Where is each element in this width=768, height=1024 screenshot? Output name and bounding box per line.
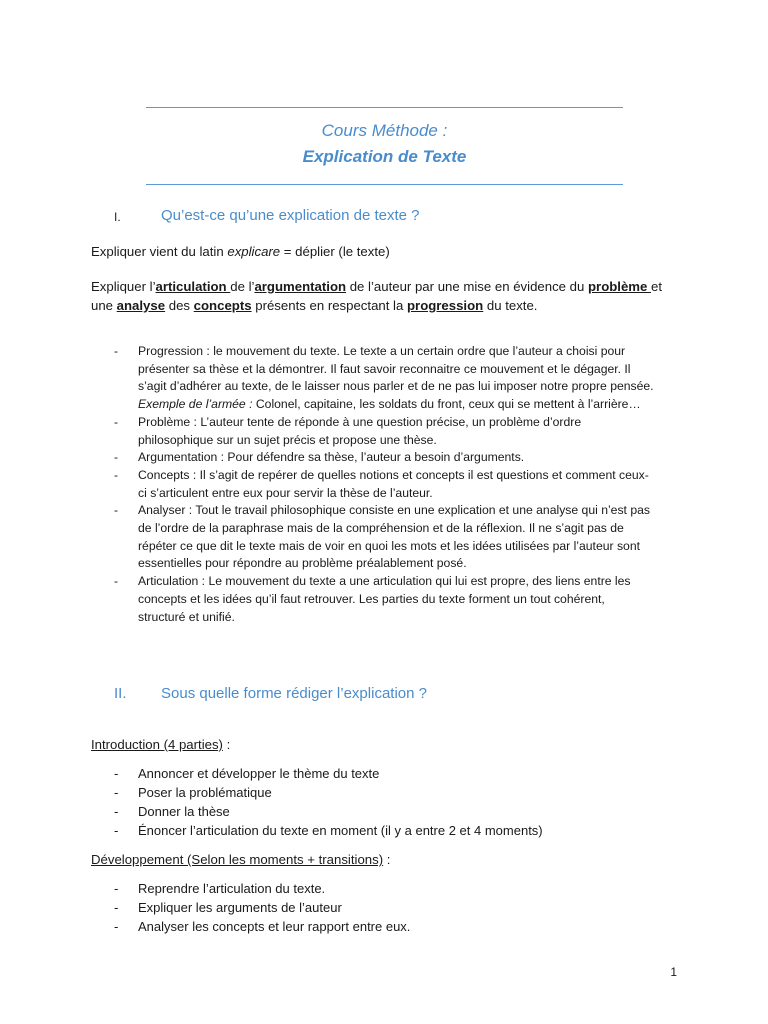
list-item-progression [114,343,654,414]
progression-example: Colonel, capitaine, les soldats du front, ceux qui se mettent à l’arrière… [252,397,641,412]
intro-item: - Annoncer et développer le thème du texte [114,764,674,783]
paragraph-etymology [91,242,691,261]
title-line-2: Explication de Texte [302,147,467,166]
developpement-list [114,879,674,936]
dev-item: - Analyser les concepts et leur rapport entre eux. [114,917,674,936]
developpement-colon: : [383,852,391,867]
progression-text: Progression : le mouvement du texte. Le texte a un certain ordre que l’auteur a choisi pour présenter sa thèse et la démontrer. Il faut savoir reconnaitre ce mouvement et le dégager. Il s’agit d’adhérer au texte, de le laisser nous parler et de ne pas lui imposer notre propre pensée. [138,344,654,394]
title-line-1: Cours Méthode : [321,121,448,140]
introduction-list [114,764,674,840]
introduction-label-text: Introduction (4 parties) [91,737,223,752]
paragraph-definition [91,277,671,315]
section-2-number: II. [114,685,127,702]
intro-item: - Donner la thèse [114,802,674,821]
page-number: 1 [670,965,677,979]
def-text: de l’auteur par une mise en évidence du [346,279,588,294]
etymology-latin: explicare [227,244,281,259]
keyword-progression: progression [407,298,484,313]
developpement-label-text: Développement (Selon les moments + transitions) [91,852,384,867]
section-1-number: I. [114,210,121,224]
etymology-text-1: Expliquer vient du latin [91,244,228,259]
keyword-articulation: articulation [155,279,231,294]
list-item-concepts: - Concepts : Il s’agit de repérer de quelles notions et concepts il est questions et comment ceux-ci s’articulent entre eux pour servir la thèse de l’auteur. [114,467,654,502]
keyword-analyse: analyse [116,298,166,313]
def-text: et une [91,279,663,313]
list-item-probleme: - Problème : L’auteur tente de réponde à une question précise, un problème d’ordre philosophique sur un sujet précis et propose une thèse. [114,414,654,449]
keyword-argumentation: argumentation [254,279,347,294]
intro-item: - Énoncer l’articulation du texte en moment (il y a entre 2 et 4 moments) [114,821,674,840]
def-text: du texte. [483,298,538,313]
def-text: des [165,298,194,313]
dev-item: - Expliquer les arguments de l’auteur [114,898,674,917]
def-text: présents en respectant la [251,298,407,313]
def-text: Expliquer l’ [91,279,156,294]
key-terms-list [114,343,654,626]
keyword-concepts: concepts [193,298,252,313]
def-text: de l’ [230,279,255,294]
section-2-title: Sous quelle forme rédiger l’explication ? [161,685,427,702]
etymology-text-2: = déplier (le texte) [280,244,390,259]
list-item-articulation: - Articulation : Le mouvement du texte a une articulation qui lui est propre, des liens entre les concepts et les idées qu’il faut retrouver. Les parties du texte forment un tout cohérent, structuré et unifié. [114,573,654,626]
title-top-rule [146,107,623,108]
title-bottom-rule [146,184,623,185]
progression-example-label: Exemple de l’armée : [138,397,253,412]
introduction-label [91,735,691,754]
introduction-colon: : [222,737,231,752]
dev-item: - Reprendre l’articulation du texte. [114,879,674,898]
section-1-title: Qu’est-ce qu’une explication de texte ? [161,207,420,224]
keyword-probleme: problème [588,279,652,294]
intro-item: - Poser la problématique [114,783,674,802]
list-item-argumentation: - Argumentation : Pour défendre sa thèse, l’auteur a besoin d’arguments. [114,449,654,467]
document-title [146,118,623,170]
list-item-analyser: - Analyser : Tout le travail philosophique consiste en une explication et une analyse qui n’est pas de l’ordre de la paraphrase mais de la compréhension et de la réflexion. Il ne s’agit pas de répéter ce que dit le texte mais de voir en quoi les mots et les idées utilisées par l’auteur sont essentielles pour répondre au problème préalablement posé. [114,502,654,573]
developpement-label [91,850,691,869]
